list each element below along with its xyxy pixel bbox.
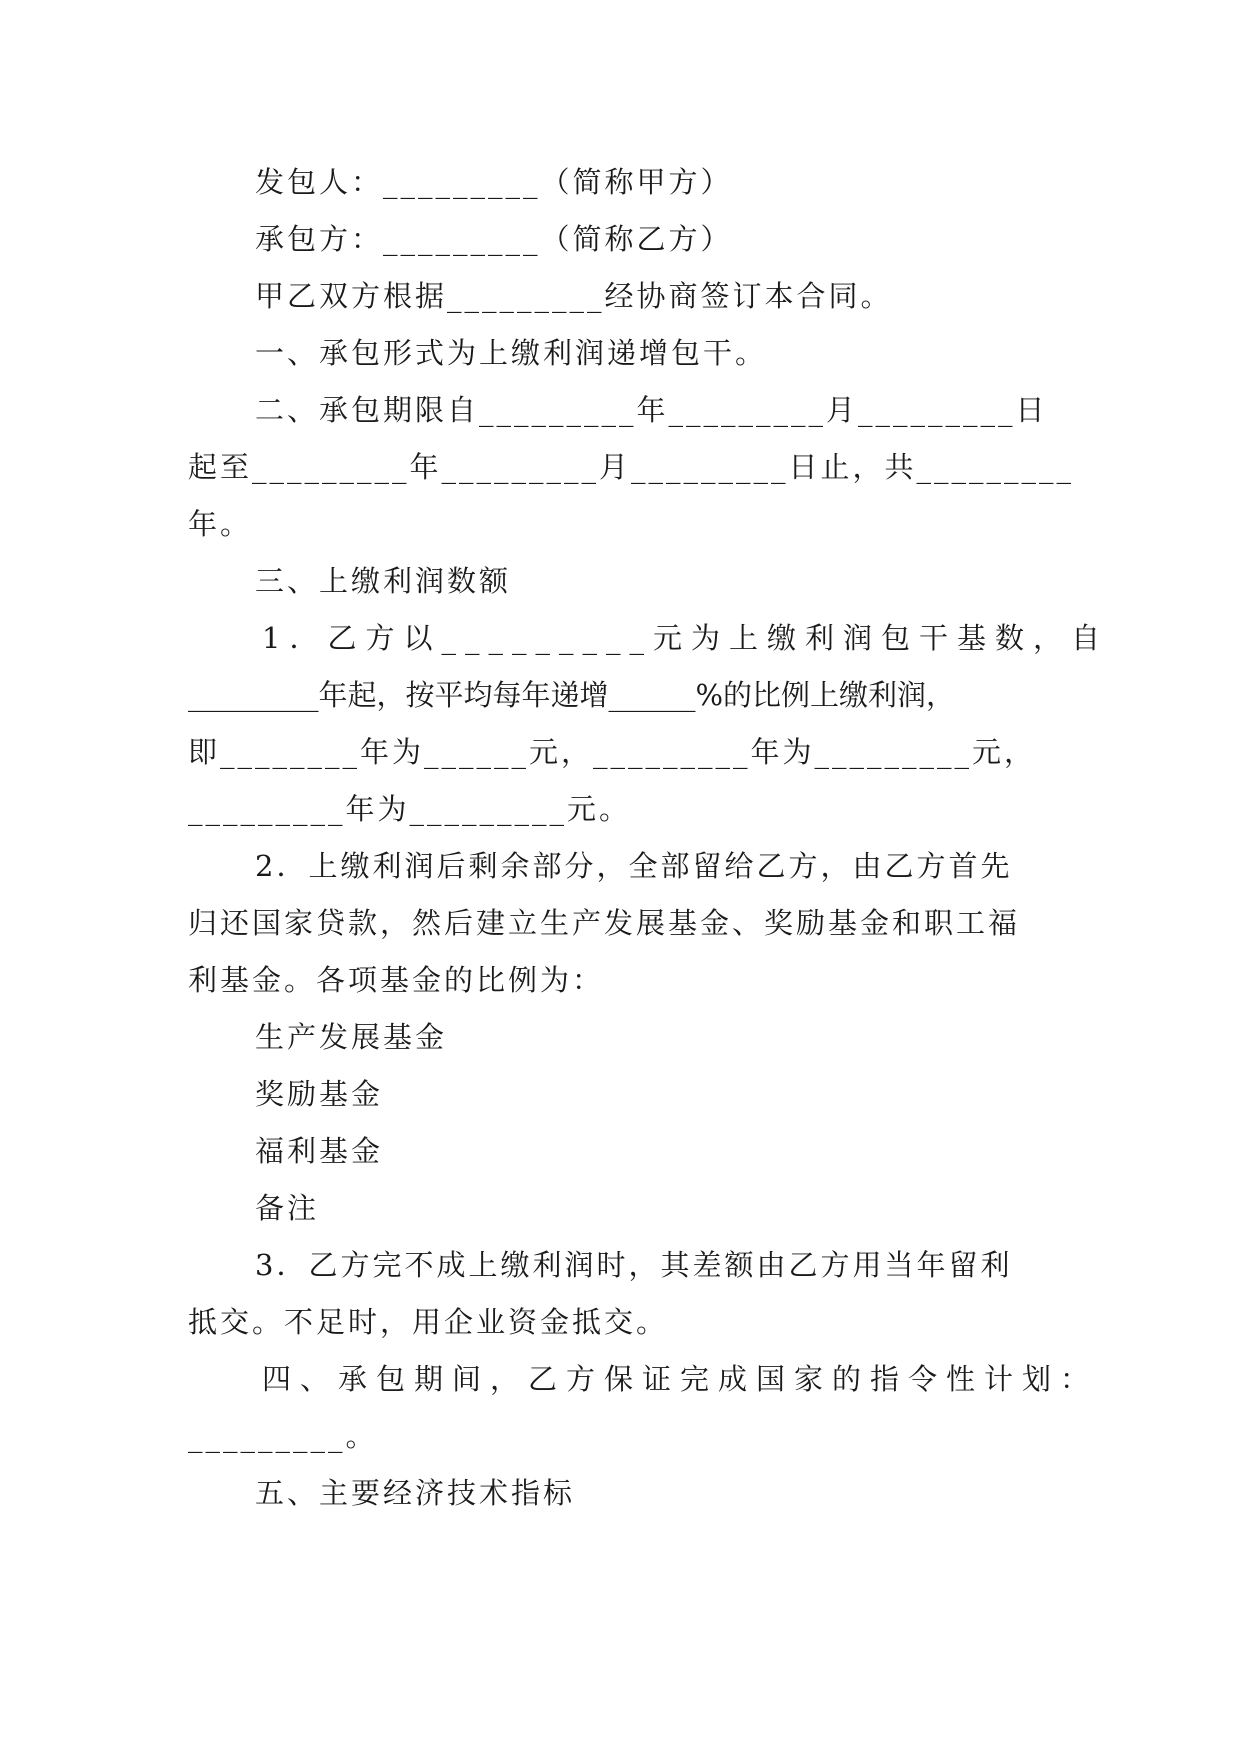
section-3-heading: 三、上缴利润数额 [255, 564, 512, 598]
fund-remarks: 备注 [255, 1191, 320, 1225]
section-4-line-1: 四、承包期间，乙方保证完成国家的指令性计划： [262, 1362, 1099, 1396]
agreement-basis-line: 甲乙双方根据_________经协商签订本合同。 [255, 279, 893, 313]
clause-3-2-line-2: 归还国家贷款，然后建立生产发展基金、奖励基金和职工福 [188, 906, 1021, 940]
clause-3-1-line-3: 即________年为______元，_________年为_________元， [188, 735, 1037, 769]
section-1-contract-form: 一、承包形式为上缴利润递增包干。 [255, 336, 768, 370]
section-5-heading: 五、主要经济技术指标 [255, 1476, 576, 1510]
clause-3-1-line-4: _________年为_________元。 [188, 792, 632, 826]
section-4-line-2: _________。 [188, 1419, 378, 1453]
fund-welfare: 福利基金 [255, 1134, 384, 1168]
fund-bonus: 奖励基金 [255, 1077, 384, 1111]
clause-3-1-line-1: 1．乙方以_________元为上缴利润包干基数，自 [262, 621, 1109, 655]
clause-3-2-line-1: 2．上缴利润后剩余部分，全部留给乙方，由乙方首先 [255, 849, 1013, 883]
clause-3-3-line-2: 抵交。不足时，用企业资金抵交。 [188, 1305, 669, 1339]
section-2-term-line-2: 起至_________年_________月_________日止，共_________ [188, 450, 1075, 484]
section-2-term-line-3: 年。 [188, 507, 253, 541]
party-a-line: 发包人：_________（简称甲方） [255, 165, 733, 199]
clause-3-1-line-2: _________年起，按平均每年递增______%的比例上缴利润， [188, 678, 956, 712]
section-2-term-line-1: 二、承包期限自_________年_________月_________日 [255, 393, 1048, 427]
party-b-line: 承包方：_________（简称乙方） [255, 222, 733, 256]
clause-3-2-line-3: 利基金。各项基金的比例为： [188, 963, 605, 997]
fund-production-development: 生产发展基金 [255, 1020, 448, 1054]
clause-3-3-line-1: 3．乙方完不成上缴利润时，其差额由乙方用当年留利 [255, 1248, 1013, 1282]
